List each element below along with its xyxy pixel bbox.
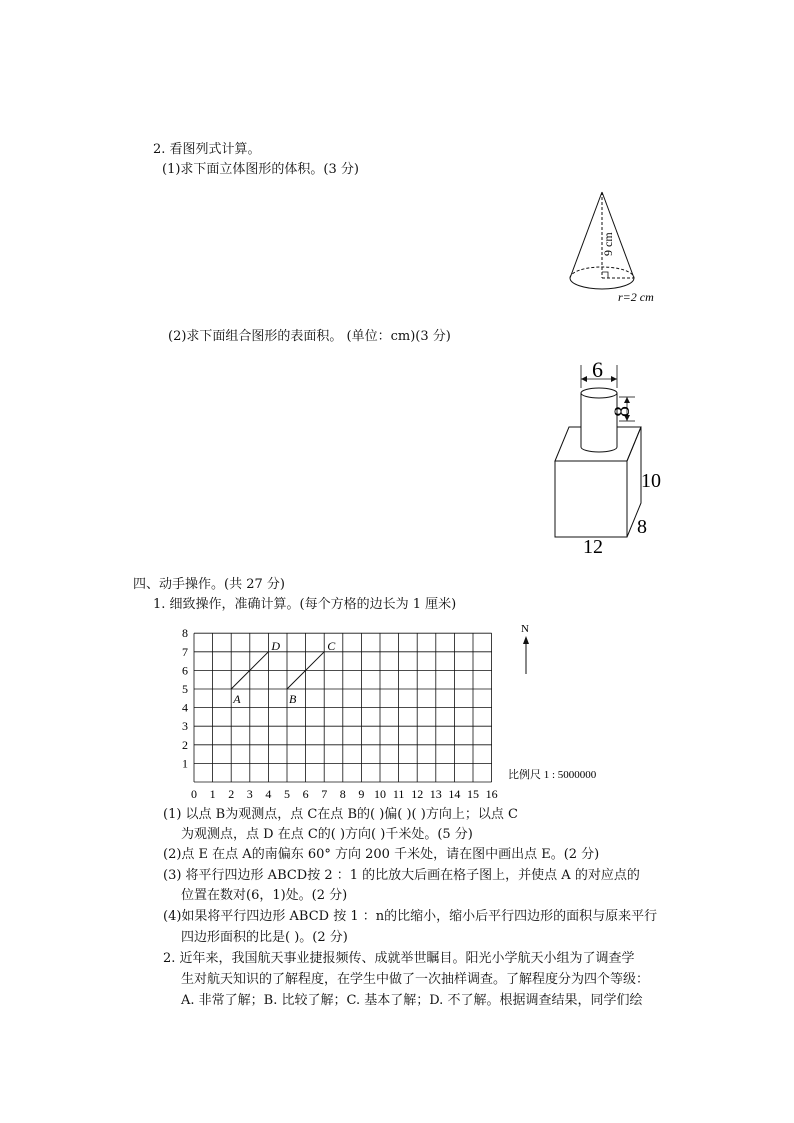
point-label-b: B: [289, 692, 297, 706]
section-4-q1-heading: 1. 细致操作，准确计算。(每个方格的边长为 1 厘米): [153, 597, 457, 612]
x-tick-label: 0: [191, 787, 197, 801]
cube-front-face: [555, 461, 627, 537]
q2-line-3: A. 非常了解；B. 比较了解；C. 基本了解；D. 不了解。根据调查结果，同学们绘: [181, 993, 643, 1008]
x-tick-label: 10: [374, 787, 386, 801]
cone-base-front: [570, 278, 634, 289]
scale-label: 比例尺 1 : 5000000: [508, 769, 597, 781]
coordinate-grid: [170, 620, 650, 805]
q1-item-1-line-1: (1) 以点 B为观测点，点 C在点 B的( )偏( )( )方向上；以点 C: [163, 807, 518, 822]
cube-depth-label: 8: [637, 516, 647, 538]
y-tick-label: 6: [182, 663, 188, 678]
x-tick-label: 9: [358, 787, 365, 801]
question-2-heading: 2. 看图列式计算。: [153, 142, 261, 157]
cone-height-label: 9 cm: [601, 232, 615, 256]
x-tick-label: 5: [284, 787, 290, 801]
point-label-a: A: [233, 692, 241, 706]
q2-line-1: 2. 近年来，我国航天事业捷报频传、成就举世瞩目。阳光小学航天小组为了调查学: [163, 951, 635, 966]
y-tick-label: 5: [182, 682, 188, 696]
x-tick-label: 13: [429, 787, 442, 801]
section-4-heading: 四、动手操作。(共 27 分): [133, 577, 285, 592]
cylinder-height-label: 8: [609, 406, 634, 417]
q1-item-1-line-2: 为观测点，点 D 在点 C的( )方向( )千米处。(5 分): [181, 827, 473, 842]
q1-item-3-line-2: 位置在数对(6，1)处。(2 分): [181, 888, 348, 903]
cylinder-top: [581, 388, 617, 398]
x-tick-label: 2: [228, 787, 235, 801]
cone-side-left: [570, 192, 602, 278]
y-tick-label: 4: [182, 700, 188, 715]
x-tick-label: 1: [209, 787, 216, 801]
cylinder-diameter-label: 6: [592, 357, 603, 382]
x-tick-label: 6: [302, 787, 309, 801]
q1-item-3-line-1: (3) 将平行四边形 ABCD按 2 ：1 的比放大后画在格子图上，并使点 A 的对应点的: [163, 868, 640, 883]
q1-item-2: (2)点 E 在点 A的南偏东 60° 方向 200 千米处，请在图中画出点 E。(2 分): [163, 847, 600, 862]
point-label-c: C: [327, 638, 336, 653]
point-label-d: D: [271, 638, 281, 653]
y-tick-label: 7: [182, 644, 188, 659]
x-tick-label: 11: [392, 787, 405, 801]
cube-width-label: 12: [583, 536, 603, 558]
cone-radius-label: r=2 cm: [618, 290, 654, 304]
x-tick-label: 3: [246, 787, 253, 801]
x-tick-label: 15: [467, 787, 479, 801]
x-tick-label: 14: [448, 787, 461, 801]
x-tick-label: 4: [265, 787, 272, 801]
x-tick-label: 12: [411, 787, 424, 801]
y-tick-label: 1: [182, 756, 188, 771]
cone-figure: [560, 186, 700, 310]
y-tick-label: 2: [182, 737, 188, 752]
q1-item-4-line-1: (4)如果将平行四边形 ABCD 按 1 ：n的比缩小，缩小后平行四边形的面积与原来平行: [163, 909, 658, 924]
y-tick-label: 3: [182, 719, 188, 734]
cube-height-label: 10: [641, 470, 661, 492]
question-2-part-1: (1)求下面立体图形的体积。(3 分): [162, 162, 359, 177]
q2-line-2: 生对航天知识的了解程度，在学生中做了一次抽样调查。了解程度分为四个等级：: [181, 972, 650, 987]
x-tick-label: 7: [321, 787, 328, 801]
y-tick-label: 8: [182, 626, 188, 641]
x-tick-label: 8: [339, 787, 346, 801]
cylinder-body: [581, 393, 617, 452]
x-tick-label: 16: [485, 787, 498, 801]
cube-cylinder-figure: [545, 355, 675, 560]
q1-item-4-line-2: 四边形面积的比是( )。(2 分): [181, 930, 348, 945]
north-label: N: [521, 623, 529, 635]
question-2-part-2: (2)求下面组合图形的表面积。 (单位：cm)(3 分): [168, 329, 451, 344]
